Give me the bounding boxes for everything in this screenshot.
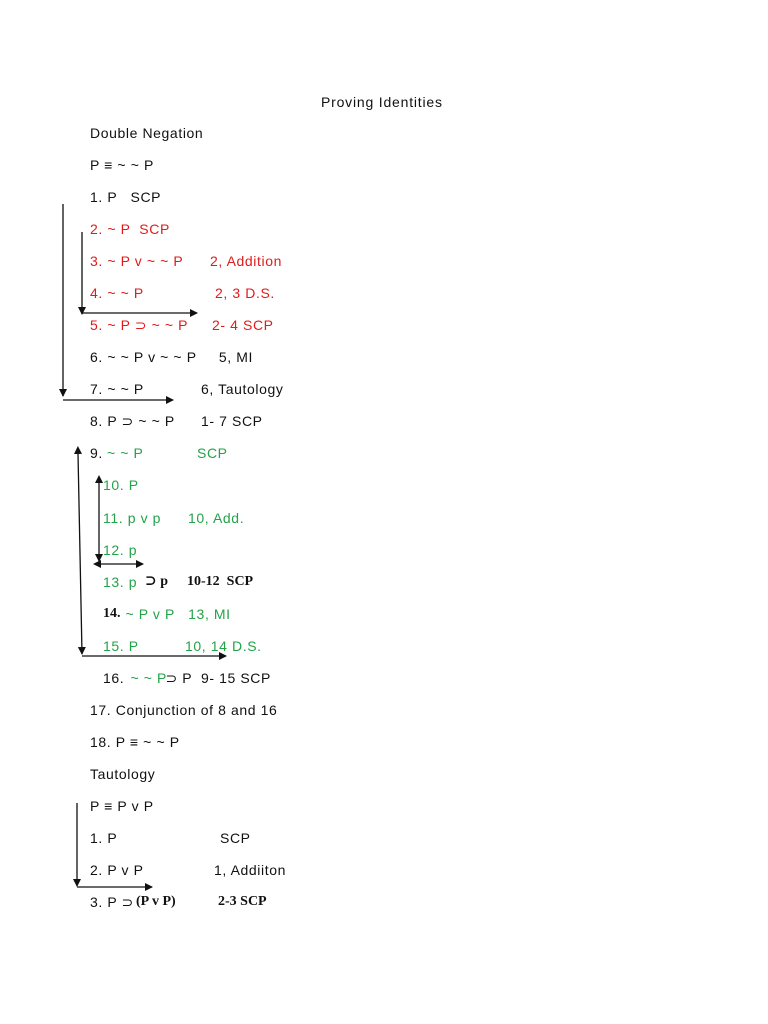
tautology-step-2-justification: 1, Addiiton xyxy=(214,862,286,878)
identity-statement: P ≡ ~ ~ P xyxy=(90,157,154,173)
proof-step-13-formula: 13. p xyxy=(103,574,138,590)
tautology-step-1-justification: SCP xyxy=(220,830,251,846)
proof-step-11-formula: 11. p v p xyxy=(103,510,162,526)
proof-step-9-formula: ~ ~ P xyxy=(107,445,144,461)
proof-step-10: 10. P xyxy=(103,477,139,493)
tautology-step-3-formula: 3. P ⊃ xyxy=(90,894,134,910)
proof-step-11-justification: 10, Add. xyxy=(188,510,245,526)
scope-arrow-steps-9-15-vertical xyxy=(78,453,82,654)
proof-step-9-number: 9. xyxy=(90,445,103,461)
proof-step-18: 18. P ≡ ~ ~ P xyxy=(90,734,180,750)
proof-step-4-justification: 2, 3 D.S. xyxy=(215,285,275,301)
section-heading-tautology: Tautology xyxy=(90,766,156,782)
proof-step-16-rest: ⊃ P 9- 15 SCP xyxy=(161,670,271,686)
proof-step-16-number: 16. xyxy=(103,670,125,686)
tautology-step-1-formula: 1. P xyxy=(90,830,118,846)
page-title: Proving Identities xyxy=(321,94,443,110)
proof-step-8-formula: 8. P ⊃ ~ ~ P xyxy=(90,413,175,429)
proof-step-4-formula: 4. ~ ~ P xyxy=(90,285,144,301)
proof-step-16-green-part: ~ ~ P xyxy=(126,670,167,686)
section-heading-double-negation: Double Negation xyxy=(90,125,204,141)
proof-step-14-formula: ~ P v P 13, MI xyxy=(121,606,231,622)
proof-step-9-justification: SCP xyxy=(197,445,228,461)
proof-step-8-justification: 1- 7 SCP xyxy=(201,413,263,429)
proof-step-13-justification: 10-12 SCP xyxy=(187,574,254,589)
identity-statement-tautology: P ≡ P v P xyxy=(90,798,154,814)
proof-step-7-formula: 7. ~ ~ P xyxy=(90,381,144,397)
proof-step-3-formula: 3. ~ P v ~ ~ P xyxy=(90,253,184,269)
proof-step-5-justification: 2- 4 SCP xyxy=(212,317,274,333)
proof-step-3-justification: 2, Addition xyxy=(210,253,282,269)
proof-step-13-symbol: ⊃ p xyxy=(145,574,169,589)
proof-step-17: 17. Conjunction of 8 and 16 xyxy=(90,702,278,718)
proof-step-14-number: 14. xyxy=(103,606,121,621)
proof-step-2: 2. ~ P SCP xyxy=(90,221,170,237)
tautology-step-2-formula: 2. P v P xyxy=(90,862,144,878)
proof-step-15-justification: 10, 14 D.S. xyxy=(185,638,262,654)
proof-step-5-formula: 5. ~ P ⊃ ~ ~ P xyxy=(90,317,189,333)
tautology-step-3-symbol: (P v P) xyxy=(136,894,176,909)
proof-step-7-justification: 6, Tautology xyxy=(201,381,284,397)
tautology-step-3-justification: 2-3 SCP xyxy=(218,894,267,909)
proof-step-1: 1. P SCP xyxy=(90,189,162,205)
proof-step-12: 12. p xyxy=(103,542,138,558)
proof-step-6: 6. ~ ~ P v ~ ~ P 5, MI xyxy=(90,349,253,365)
proof-step-15-formula: 15. P xyxy=(103,638,139,654)
